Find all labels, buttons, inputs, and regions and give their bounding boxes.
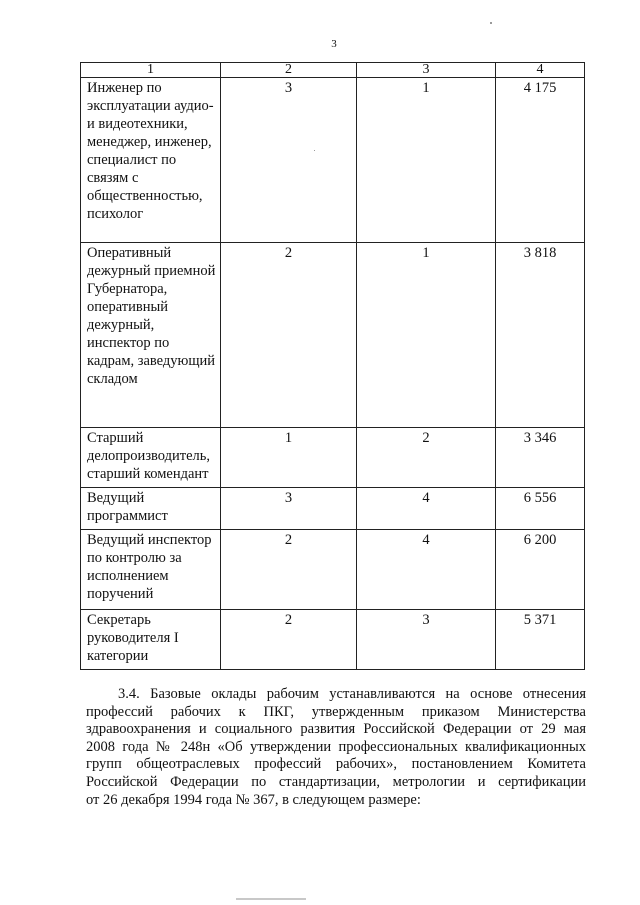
scan-speck [314,150,315,151]
header-col-1: 1 [81,63,221,78]
page-number: 3 [331,38,337,50]
salary-cell: 4 175 [496,78,585,243]
table-header-row [81,63,585,78]
table-row [81,610,585,670]
table-row [81,530,585,610]
paragraph-line: профессий рабочих к ПКГ, утвержденным приказом Министерства [86,703,586,720]
positions-table [80,62,585,670]
paragraph-line: 3.4. Базовые оклады рабочим устанавливаются на основе отнесения [118,686,586,702]
table-row [81,488,585,530]
group-cell: 1 [357,78,496,243]
position-cell: Старший делопроизводитель, старший комендант [81,428,221,488]
qualification-level-cell: 2 [221,243,357,428]
scan-speck [490,22,492,24]
table-row [81,243,585,428]
group-cell: 4 [357,488,496,530]
position-cell: Инженер по эксплуатации аудио- и видеотехники, менеджер, инженер, специалист по связям с общественностью, психолог [81,78,221,243]
salary-cell: 3 346 [496,428,585,488]
group-cell: 4 [357,530,496,610]
paragraph-line: 2008 года № 248н «Об утверждении профессиональных квалификационных [86,738,586,755]
paragraph-line: здравоохранения и социального развития Российской Федерации от 29 мая [86,721,586,738]
salary-cell: 6 200 [496,530,585,610]
group-cell: 1 [357,243,496,428]
group-cell: 2 [357,428,496,488]
header-col-4: 4 [496,63,585,78]
qualification-level-cell: 1 [221,428,357,488]
position-cell: Секретарь руководителя I категории [81,610,221,670]
position-cell: Ведущий программист [81,488,221,530]
paragraph-line: Российской Федерации по стандартизации, метрологии и сертификации [86,773,586,790]
qualification-level-cell: 3 [221,78,357,243]
paragraph-line: групп общеотраслевых профессий рабочих», постановлением Комитета [86,756,586,773]
section-3-4-paragraph [86,686,586,809]
header-col-3: 3 [357,63,496,78]
table-row [81,78,585,243]
paragraph-line: от 26 декабря 1994 года № 367, в следующем размере: [86,791,421,808]
position-cell: Оперативный дежурный приемной Губернатора, оперативный дежурный, инспектор по кадрам, заведующий складом [81,243,221,428]
group-cell: 3 [357,610,496,670]
qualification-level-cell: 2 [221,530,357,610]
qualification-level-cell: 2 [221,610,357,670]
salary-cell: 5 371 [496,610,585,670]
qualification-level-cell: 3 [221,488,357,530]
salary-cell: 6 556 [496,488,585,530]
scan-speck [236,898,306,900]
header-col-2: 2 [221,63,357,78]
position-cell: Ведущий инспектор по контролю за исполнением поручений [81,530,221,610]
salary-cell: 3 818 [496,243,585,428]
table-row [81,428,585,488]
